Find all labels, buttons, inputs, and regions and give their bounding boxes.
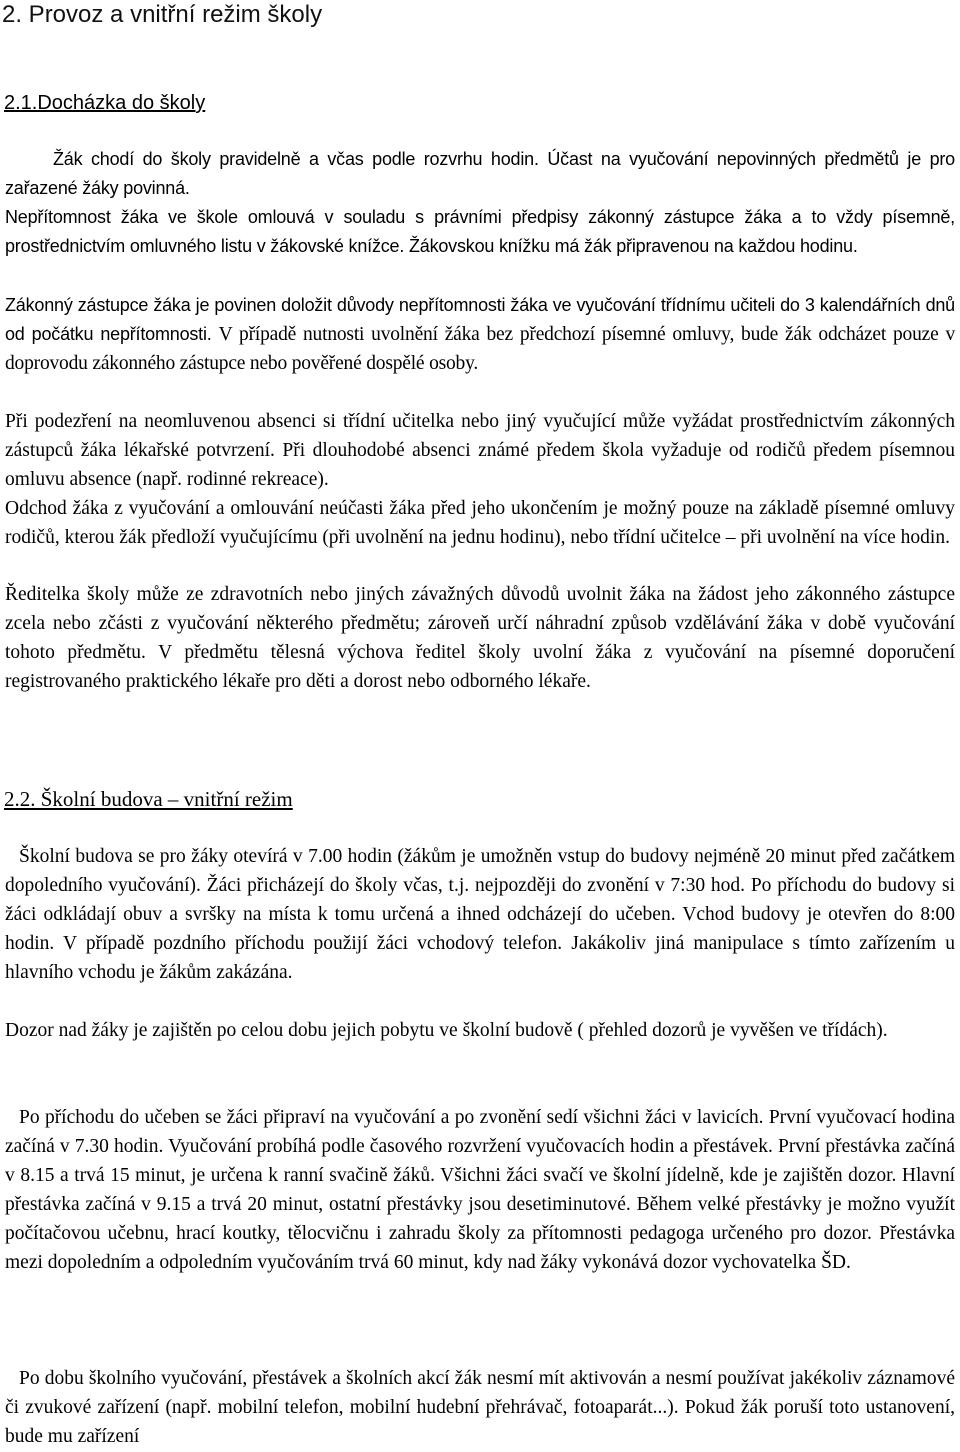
paragraph-absence-excuse: Nepřítomnost žáka ve škole omlouvá v souladu s právními předpisy zákonný zástupce žáka a to vždy písemně, prostřednictvím omluvného listu v žákovské knížce. Žákovskou knížku má žák připravenou na každou hodinu. <box>5 207 955 257</box>
paragraph-devices-ban: Po dobu školního vyučování, přestávek a školních akcí žák nesmí mít aktivován a nesmí používat jakékoliv záznamové či zvukové zařízení (např. mobilní telefon, mobilní hudební přehrávač, fotoaparát...). Pokud žák poruší toto ustanovení, bude mu zařízení <box>5 1368 955 1448</box>
paragraph-absence-reasons <box>5 291 955 379</box>
paragraph-lessons-breaks: Po příchodu do učeben se žáci připraví na vyučování a po zvonění sedí všichni žáci v lavicích. První vyučovací hodina začíná v 7.30 hodin. Vyučování probíhá podle časového rozvržení vyučovacích hodin a přestávek. První přestávka začíná v 8.15 a trvá 15 minut, je určena k ranní svačině žáků. Všichni žáci svačí ve školní jídelně, kde je zajištěn dozor. Hlavní přestávka začíná v 9.15 a trvá 20 minut, ostatní přestávky jsou desetiminutové. Během velké přestávky je možno využít počítačovou učebnu, hrací koutky, tělocvičnu i zahradu školy za přítomnosti pedagoga určeného pro dozor. Přestávka mezi dopoledním a odpoledním vyučováním trvá 60 minut, kdy nad žáky vykonává dozor vychovatelka ŠD. <box>5 1107 955 1274</box>
long-absence-sentence: Při dlouhodobé absenci známé předem škola vyžaduje od rodičů předem písemnou omluvu absence (např. rodinné rekreace). <box>5 440 955 491</box>
medical-certificate-sentence: Při podezření na neomluvenou absenci si třídní učitelka nebo jiný vyučující může vyžádat prostřednictvím zákonných zástupců žáka lékařské potvrzení. <box>5 411 955 462</box>
paragraph-medical-certificate <box>5 407 955 494</box>
subsection-heading-building: 2.2. Školní budova – vnitřní režim <box>4 787 293 811</box>
paragraph-attendance-intro: Žák chodí do školy pravidelně a včas podle rozvrhu hodin. Účast na vyučování nepovinných předmětů je pro zařazené žáky povinná. <box>5 149 955 199</box>
paragraph-leaving-lessons: Odchod žáka z vyučování a omlouvání neúčasti žáka před jeho ukončením je možný pouze na základě písemné omluvy rodičů, kterou žák předloží vyučujícímu (při uvolnění na jednu hodinu), nebo třídní učitelce – při uvolnění na více hodin. <box>5 498 955 549</box>
early-release-sentence: V případě nutnosti uvolnění žáka bez předchozí písemné omluvy, bude žák odcházet pouze v doprovodu zákonného zástupce nebo pověřené dospělé osoby. <box>5 324 955 375</box>
absence-reasons-sentence: Zákonný zástupce žáka je povinen doložit důvody nepřítomnosti žáka ve vyučování třídnímu učiteli do 3 kalendářních dnů od počátku nepřítomnosti. <box>5 295 955 345</box>
paragraph-subject-exemption: Ředitelka školy může ze zdravotních nebo jiných závažných důvodů uvolnit žáka na žádost jeho zákonného zástupce zcela nebo zčásti z vyučování některého předmětu; zároveň určí náhradní způsob vzdělávání žáka v době vyučování tohoto předmětu. V předmětu tělesná výchova ředitel školy uvolní žáka z vyučování na písemné doporučení registrovaného praktického lékaře pro děti a dorost nebo odborného lékaře. <box>5 584 955 693</box>
subsection-heading-attendance: 2.1.Docházka do školy <box>4 92 206 114</box>
paragraph-supervision: Dozor nad žáky je zajištěn po celou dobu jejich pobytu ve školní budově ( přehled dozorů je vyvěšen ve třídách). <box>5 1020 888 1041</box>
section-title: 2. Provoz a vnitřní režim školy <box>2 1 323 28</box>
paragraph-building-opening: Školní budova se pro žáky otevírá v 7.00 hodin (žákům je umožněn vstup do budovy nejméně 20 minut před začátkem dopoledního vyučování). Žáci přicházejí do školy včas, t.j. nejpozději do zvonění v 7:30 hod. Po příchodu do budovy si žáci odkládají obuv a svršky na místa k tomu určená a ihned odcházejí do učeben. Vchod budovy je otevřen do 8:00 hodin. V případě pozdního příchodu použijí žáci vchodový telefon. Jakákoliv jiná manipulace s tímto zařízením u hlavního vchodu je žákům zakázána. <box>5 846 955 984</box>
